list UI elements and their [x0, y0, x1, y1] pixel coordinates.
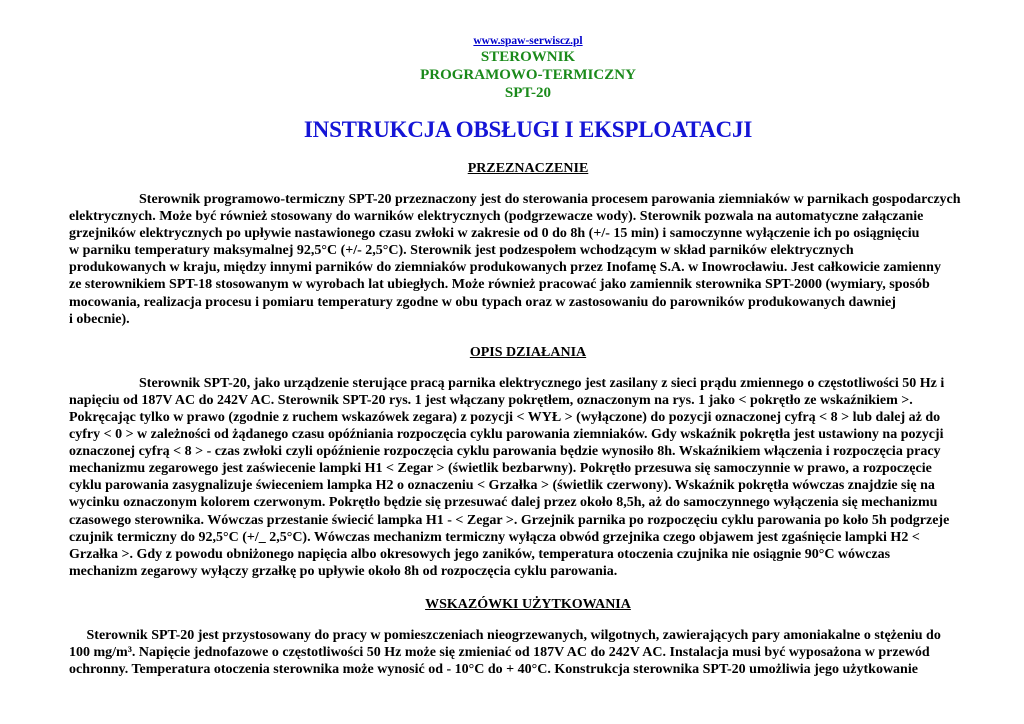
text-line: elektrycznych. Może być również stosowany do warników elektrycznych (podgrzewacze wody). Sterownik pozwala na automatyczne załączanie — [69, 209, 924, 225]
text-line: czasowego sterownika. Wówczas przestanie świecić lampka H1 - < Zegar >. Grzejnik parnika po rozpoczęciu cyklu parowania po koło 5h podgrzeje — [69, 512, 950, 528]
product-model: SPT-20 — [504, 85, 552, 101]
text-line: mechanizmu zegarowego jest zaświecenie lampki H1 < Zegar > (świetlik bezbarwny). Pokrętło przesuwa się samoczynnie w prawo, a rozpoczęcie — [69, 461, 932, 477]
text-line: produkowanych w kraju, między innymi parników do ziemniaków produkowanych przez Inofamę S.A. w Inowrocławiu. Jest całkowicie zamienny — [69, 260, 941, 276]
text-line: 100 mg/m³. Napięcie jednofazowe o częstotliwości 50 Hz może się zmieniać od 187V AC do 242V AC. Instalacja musi być wyposażona w przewód — [69, 644, 930, 660]
text-line: w parniku temperatury maksymalnej 92,5°C (+/- 2,5°C). Sterownik jest podzespołem wchodzącym w skład parników elektrycznych — [69, 243, 854, 259]
text-line: cyklu parowania zasygnalizuje świeceniem lampka H2 o oznaczeniu < Grzałka > (świetlik czerwony). Wskaźnik pokrętła wówczas znajdzie się na — [69, 478, 935, 494]
product-name-line2: PROGRAMOWO-TERMICZNY — [420, 67, 636, 83]
text-line: Pokręcając tylko w prawo (zgodnie z ruchem wskazówek zegara) z pozycji < WYŁ > (wyłączone) do pozycji oznaczonej cyfrą < 8 > lub dalej aż do — [69, 409, 941, 425]
section-heading-operation: OPIS DZIAŁANIA — [469, 344, 587, 360]
text-line: mocowania, realizacja procesu i pomiaru temperatury zgodne w obu typach oraz w zastosowaniu do parowników produkowanych dawniej — [69, 294, 896, 310]
section-heading-purpose: PRZEZNACZENIE — [467, 161, 589, 176]
text-line: ze sterownikiem SPT-18 stosowanym w wyrobach lat ubiegłych. Może również pracować jako zamiennik sterownika SPT-2000 (wymiary, sposób — [69, 277, 930, 293]
text-line: Sterownik SPT-20 jest przystosowany do pracy w pomieszczeniach nieogrzewanych, wilgotnych, zawierających pary amoniakalne o stężeniu do — [69, 627, 941, 643]
text-line: Grzałka >. Gdy z powodu obniżonego napięcia albo okresowych jego zaników, temperatura otoczenia czujnika nie osiągnie 90°C wówczas — [69, 546, 891, 562]
text-line: ochronny. Temperatura otoczenia sterownika może wynosić od - 10°C do + 40°C. Konstrukcja sterownika SPT-20 umożliwia jego użytkowanie — [69, 662, 918, 678]
text-line: cyfry < 0 > w zależności od żądanego czasu opóźniania rozpoczęcia cyklu parowania ziemniaków. Gdy wskaźnik pokrętła jest ustawiony na pozycji — [69, 427, 944, 443]
section-body-operation — [69, 375, 987, 580]
document-page — [69, 34, 987, 678]
text-line: Sterownik SPT-20, jako urządzenie sterujące pracą parnika elektrycznego jest zasilany z sieci prądu zmiennego o częstotliwości 50 Hz i — [69, 375, 945, 391]
product-name-line1: STEROWNIK — [480, 49, 576, 65]
section-body-purpose — [69, 191, 987, 328]
website-link[interactable]: www.spaw-serwiscz.pl — [473, 35, 583, 47]
text-line: napięciu od 187V AC do 242V AC. Sterownik SPT-20 rys. 1 jest włączany pokrętłem, oznaczonym na rys. 1 jako < pokrętło ze wskaźnikiem >. — [69, 392, 913, 408]
text-line: i obecnie). — [69, 311, 130, 327]
section-heading-usage-tips: WSKAZÓWKI UŻYTKOWANIA — [425, 596, 631, 612]
text-line: czujnik termiczny do 92,5°C (+/_ 2,5°C). Wówczas mechanizm termiczny wyłącza obwód grzejnika czego objawem jest zgaśnięcie lampki H2 < — [69, 529, 920, 545]
text-line: wycinku oznaczonym kolorem czerwonym. Pokrętło będzie się przesuwać dalej przez około 8,5h, aż do samoczynnego wyłączenia się mechanizmu — [69, 495, 938, 511]
text-line: grzejników elektrycznych po upływie nastawionego czasu zwłoki w zakresie od 0 do 8h (+/- 15 min) i samoczynne wyłączenie ich po osiągnięciu — [69, 226, 920, 242]
text-line: mechanizm zegarowy wyłączy grzałkę po upływie około 8h od rozpoczęcia cyklu parowania. — [69, 563, 618, 579]
text-line: Sterownik programowo-termiczny SPT-20 przeznaczony jest do sterowania procesem parowania ziemniaków w parnikach gospodarczych — [69, 192, 961, 207]
section-body-usage-tips — [69, 627, 987, 678]
text-line: oznaczonej cyfrą < 8 > - czas zwłoki czyli opóźnienie rozpoczęcia cyklu parowania będzie wynosiło 8h. Wskaźnikiem włączenia i rozpoczęcia pracy — [69, 444, 941, 460]
document-title: INSTRUKCJA OBSŁUGI I EKSPLOATACJI — [303, 117, 753, 142]
